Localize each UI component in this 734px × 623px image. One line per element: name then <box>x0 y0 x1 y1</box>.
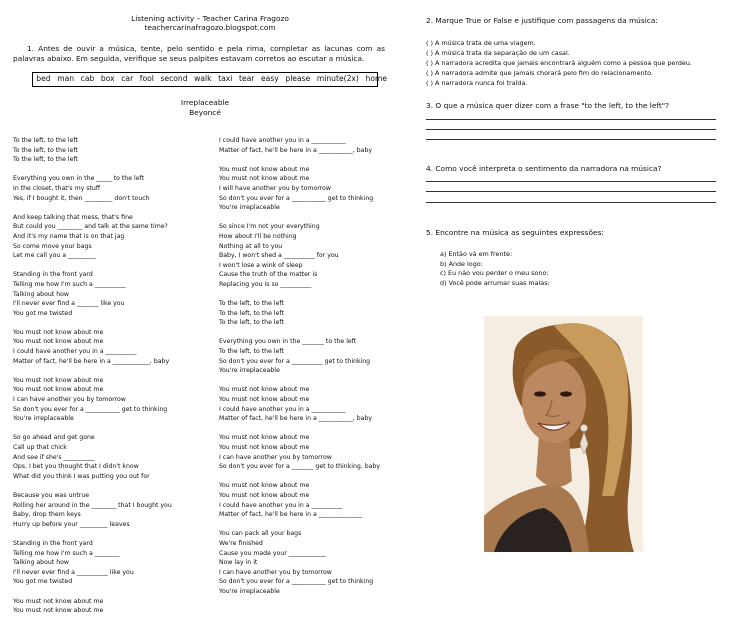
lyric-line: I could have another you in a ___________ <box>219 137 346 144</box>
lyric-line: You must not know about me <box>13 607 104 615</box>
lyric-line: You're irreplaceable <box>219 587 280 595</box>
true-false-list <box>426 38 726 88</box>
question-2-title: 2. Marque True or False e justifique com passagens da música: <box>426 16 658 25</box>
lyric-line: Standing in the front yard <box>13 271 93 279</box>
lyric-line: You must not know about me <box>219 434 310 442</box>
lyric-line: I can have another you by tomorrow <box>219 453 332 461</box>
word-bank-word: tear <box>238 74 255 83</box>
lyric-line: To the left, to the left <box>13 146 78 154</box>
word-bank-word: walk <box>194 74 212 83</box>
true-false-item: ( ) A narradora acredita que jamais encontrará alguém como a pessoa que perdeu. <box>426 59 692 67</box>
lyric-line: You must not know about me <box>13 597 104 605</box>
lyric-line: To the left, to the left <box>219 309 284 317</box>
lyric-line: Let me call you a _________ <box>13 252 96 260</box>
word-bank-word: fool <box>139 74 154 83</box>
lyric-line <box>219 472 409 482</box>
lyric-line: Matter of fact, he'll be here in a ___________, baby <box>219 146 373 154</box>
answer-line[interactable] <box>426 119 716 120</box>
lyric-line: You're irreplaceable <box>219 367 280 375</box>
lyric-line: I can have another you by tomorrow <box>219 568 332 576</box>
lyric-line <box>13 366 211 376</box>
word-bank-word: easy <box>261 74 279 83</box>
lyric-line <box>13 587 211 597</box>
lyric-line: So don't you ever for a __________ get to thinking <box>219 357 371 365</box>
lyric-line: I'll never ever find a __________ like you <box>13 568 134 576</box>
lyric-line: You're irreplaceable <box>219 204 280 212</box>
lyric-line: But could you ________ and talk at the same time? <box>13 223 168 231</box>
lyric-line: Standing in the front yard <box>13 539 93 547</box>
lyric-line <box>219 290 409 300</box>
lyric-line <box>13 261 211 271</box>
lyric-line: Talking about how <box>13 290 69 298</box>
lyric-line: I won't lose a wink of sleep <box>219 261 303 269</box>
lyric-line: In the closet, that's my stuff <box>13 184 101 192</box>
lyric-line: You must not know about me <box>219 165 310 173</box>
lyric-line: So since I'm not your everything <box>219 223 320 231</box>
lyric-line: Baby, drop them keys <box>13 511 81 519</box>
lyric-line: Everything you own in the _______ to the left <box>219 338 357 346</box>
lyric-line: To the left, to the left <box>219 348 284 356</box>
song-heading <box>140 98 270 118</box>
lyric-line: I could have another you in a __________ <box>219 501 343 509</box>
lyric-line: So come move your bags <box>13 242 92 250</box>
answer-line[interactable] <box>426 202 716 203</box>
word-bank-word: bed <box>36 74 51 83</box>
lyric-line: Nothing at all to you <box>219 242 283 250</box>
lyric-line: Ops, I bet you thought that I didn't know <box>13 463 139 471</box>
lyric-line: Yes, if I bought it, then _________ don't touch <box>13 194 150 202</box>
lyric-line: You must not know about me <box>13 376 104 384</box>
lyric-line <box>13 424 211 434</box>
lyric-line: I will have another you by tomorrow <box>219 184 331 192</box>
lyric-line: Everything you own in the _____ to the left <box>13 175 145 183</box>
song-title: Irreplaceable <box>180 98 230 107</box>
singer-portrait-illustration <box>484 316 643 552</box>
word-bank-word: second <box>160 74 188 83</box>
lyric-line: So don't you ever for a _______ get to thinking, baby <box>219 463 381 471</box>
lyric-line: Talking about how <box>13 559 69 567</box>
lyric-line: I could have another you in a __________ <box>13 348 137 356</box>
true-false-item: ( ) A narradora nunca foi traída. <box>426 79 528 87</box>
expression-item: b) Ande logo: <box>440 259 483 268</box>
worksheet-header <box>40 14 380 32</box>
lyric-line: You must not know about me <box>13 328 104 336</box>
true-false-item: ( ) A música trata da separação de um casal. <box>426 49 570 57</box>
lyric-line: Matter of fact, he'll be here in a ____________, baby <box>13 357 170 365</box>
lyric-line: You got me twisted <box>13 578 73 586</box>
word-bank-word: home <box>365 74 388 83</box>
lyric-line: You must not know about me <box>13 386 104 394</box>
lyrics-column-1 <box>13 136 211 616</box>
lyric-line: So don't you ever for a ___________ get to thinking <box>219 578 374 586</box>
question-4-title: 4. Como você interpreta o sentimento da narradora na música? <box>426 164 662 173</box>
lyric-line: You must not know about me <box>219 491 310 499</box>
word-bank-word: man <box>57 74 75 83</box>
lyric-line: You can pack all your bags <box>219 530 302 538</box>
lyric-line: Cause the truth of the matter is <box>219 271 318 279</box>
lyric-line: Baby, I won't shed a __________ for you <box>219 252 339 260</box>
lyric-line <box>13 165 211 175</box>
lyric-line <box>219 424 409 434</box>
lyric-line: You must not know about me <box>13 338 104 346</box>
lyric-line: Cause you made your ____________ <box>219 549 326 557</box>
lyric-line: To the left, to the left <box>13 137 78 144</box>
lyric-line: Matter of fact, he'll be here in a ___________, baby <box>219 415 373 423</box>
question-3-title: 3. O que a música quer dizer com a frase "to the left, to the left"? <box>426 101 670 110</box>
lyric-line <box>13 529 211 539</box>
singer-photo <box>484 316 643 552</box>
expression-item: a) Então vá em frente: <box>440 250 513 258</box>
lyric-line: So go ahead and get gone <box>13 434 95 442</box>
song-artist: Beyoncé <box>189 108 221 117</box>
word-bank-word: minute(2x) <box>316 74 359 83</box>
answer-line[interactable] <box>426 129 716 130</box>
lyric-line: Because you was untrue <box>13 491 90 499</box>
lyric-line <box>13 318 211 328</box>
true-false-item: ( ) A música trata de uma viagem. <box>426 39 536 47</box>
lyric-line <box>13 203 211 213</box>
word-bank-word: taxi <box>218 74 233 83</box>
lyric-line <box>219 520 409 530</box>
lyric-line: Rolling her around in the ________ that I bought you <box>13 501 172 509</box>
lyric-line: You must not know about me <box>219 482 310 490</box>
true-false-item: ( ) A narradora admite que jamais chorará pelo fim do relacionamento. <box>426 69 653 77</box>
lyric-line: To the left, to the left <box>219 300 284 308</box>
word-bank-word: box <box>100 74 115 83</box>
lyric-line: Call up that chick <box>13 444 67 451</box>
lyric-line: Matter of fact, he'll be here in a ______________ <box>219 511 363 519</box>
instruction-text: 1. Antes de ouvir a música, tente, pelo sentido e pela rima, completar as lacunas com as palavras abaixo. Em seguida, verifique se seus palpites estavam corretos ao escutar a música. <box>13 44 385 63</box>
lyric-line <box>219 155 409 165</box>
lyric-line: We're finished <box>219 539 263 547</box>
lyric-line <box>13 481 211 491</box>
lyric-line: Telling me how I'm such a ________ <box>13 549 120 557</box>
answer-line[interactable] <box>426 191 716 192</box>
worksheet-title: Listening activity – Teacher Carina Fragozo <box>131 14 289 23</box>
lyric-line: And keep talking that mess, that's fine <box>13 213 133 221</box>
lyric-line: You're irreplaceable <box>13 415 74 423</box>
lyric-line: You must not know about me <box>219 444 310 451</box>
answer-line[interactable] <box>426 181 716 182</box>
lyric-line: And it's my name that is on that jag <box>13 232 125 240</box>
expression-item: c) Eu não vou perder o meu sono: <box>440 269 549 278</box>
lyric-line: I can have another you by tomorrow <box>13 396 126 404</box>
word-bank <box>32 72 388 87</box>
lyric-line: Replacing you is so __________ <box>219 280 312 288</box>
word-bank-word: please <box>285 74 311 83</box>
lyric-line: And see if she's __________ <box>13 453 95 461</box>
lyric-line: You got me twisted <box>13 309 73 317</box>
expressions-list <box>440 250 720 288</box>
lyric-line <box>219 376 409 386</box>
lyric-line: How about I'll be nothing <box>219 232 297 240</box>
lyric-line: So don't you ever for a ___________ get to thinking <box>13 405 168 413</box>
lyrics-column-2 <box>219 136 409 597</box>
lyric-line: You must not know about me <box>219 386 310 394</box>
lyric-line: To the left, to the left <box>13 156 78 164</box>
blog-address: teachercarinafragozo.blogspot.com <box>144 23 276 32</box>
lyric-line: Telling me how I'm such a __________ <box>13 280 126 288</box>
expression-item: d) Você pode arrumar suas malas: <box>440 278 550 287</box>
lyric-line: I could have another you in a ___________ <box>219 405 346 413</box>
lyric-line: I'll never ever find a _______ like you <box>13 300 125 308</box>
lyric-line: Hurry up before your _________ leaves <box>13 520 130 528</box>
word-bank-word: cab <box>80 74 95 83</box>
lyric-line: Now lay in it <box>219 559 258 567</box>
lyric-line <box>219 213 409 223</box>
lyric-line: To the left, to the left <box>219 319 284 327</box>
lyric-line: What did you think I was putting you out for <box>13 472 150 480</box>
question-5-title: 5. Encontre na música as seguintes expressões: <box>426 228 604 237</box>
lyric-line: You must not know about me <box>219 396 310 404</box>
word-bank-word: car <box>121 74 134 83</box>
answer-line[interactable] <box>426 139 716 140</box>
lyric-line <box>219 328 409 338</box>
lyric-line: You must not know about me <box>219 175 310 183</box>
lyric-line: So don't you ever for a ___________ get to thinking <box>219 194 374 202</box>
